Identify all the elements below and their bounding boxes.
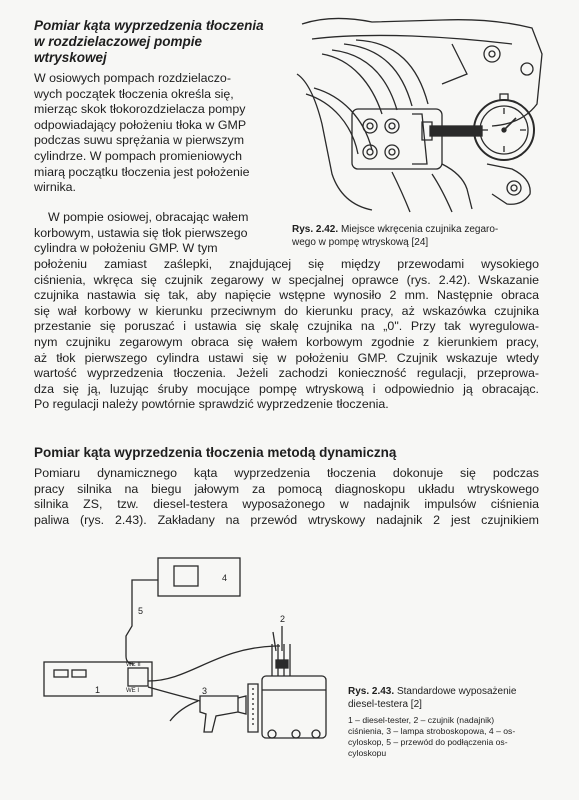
sensor-cable — [148, 646, 280, 681]
figure-2-42-drawing — [292, 14, 558, 214]
section-title-dynamic-timing: Pomiar kąta wyprzedzenia tłoczenia metodą dynamiczną — [34, 445, 397, 460]
label-5: 5 — [138, 606, 144, 616]
figure-2-43-legend: 1 – diesel-tester, 2 – czujnik (nadajnik) ciśnienia, 3 – lampa stroboskopowa, 4 – os- cyloskop, 5 – przewód do podłączenia os- cyloskopu — [348, 715, 516, 758]
figure-2-43-schematic — [40, 556, 340, 771]
figure-2-42-caption: Rys. 2.42. Miejsce wkręcenia czujnika zegaro- wego w pompę wtryskową [24] — [292, 224, 499, 248]
caption-number: Rys. 2.43. — [348, 686, 395, 697]
oscilloscope-screen — [174, 566, 198, 586]
label-4: 4 — [222, 573, 228, 583]
strobe-lamp — [200, 696, 238, 732]
label-2: 2 — [280, 614, 286, 624]
paragraph-axial-pumps: W osiowych pompach rozdzielaczo- wych początek tłoczenia określa się, mierząc skok tłokorozdzielacza pompy odpowiadający położeniu tłoka w GMP podczas suwu sprężania w pierwszym cylindrze. W pompach promieniowych miarą początku tłoczenia jest położenie wirnika. — [34, 71, 250, 195]
paragraph-dynamic-method: Pomiaru dynamicznego kąta wyprzedzenia tłoczenia dokonuje się podczas pracy silnika na biegu jałowym za pomocą diagnoskopu układu wtryskowego silnika ZS, tzw. diesel-testera wyposażonego w nadajnik impulsów ciśnienia paliwa (rys. 2.43). Zakładany na przewód wtryskowy nadajnik 2 jest czujnikiem — [34, 466, 539, 527]
engine-block — [262, 676, 326, 738]
paragraph-procedure-wide: położeniu zamiast zaślepki, znajdującej się między przewodami wysokiego ciśnienia, wkręca się czujnik zegarowy w specjalnej oprawce (rys. 2.42). Wskazanie czujnika nastawia się tak, aby napięcie wstępne wynosiło 2 mm. Następnie obraca się wał korbowy w kierunku przeciwnym do kierunku pracy, aż wskazówka czujnika przestanie się poruszać i ustawia się skalę czujnika na „0". Przy tak wyregulowa- nym czujniku zegarowym obraca się wałem korbowym zgodnie z kierunkiem pracy, aż tłok pierwszego cylindra ustawi się w położeniu GMP. Czujnik wskazuje wtedy wartość wyprzedzenia tłoczenia. Jeżeli zachodzi konieczność regulacji, przeprowa- dza się ją, luzując śruby mocujące pompę wtryskową i odpowiednio ją obracając. Po regulacji należy powtórnie sprawdzić wyprzedzenie tłoczenia. — [34, 257, 539, 412]
paragraph-procedure-narrow: W pompie osiowej, obracając wałem korbowym, ustawia się tłok pierwszego cylindra w położeniu GMP. W tym — [34, 210, 249, 256]
oscilloscope-box — [158, 558, 240, 596]
label-3: 3 — [202, 686, 208, 696]
label-1: 1 — [95, 685, 101, 695]
label-we2: WE II — [126, 662, 141, 668]
section-title-static-timing: Pomiar kąta wyprzedzenia tłoczenia w rozdzielaczowej pompie wtryskowej — [34, 18, 264, 65]
label-we1: WE I — [126, 688, 139, 694]
oscilloscope-lead — [126, 580, 158, 664]
caption-number: Rys. 2.42. — [292, 224, 339, 235]
figure-2-43-caption: Rys. 2.43. Standardowe wyposażenie diesel-testera [2] — [348, 686, 517, 710]
